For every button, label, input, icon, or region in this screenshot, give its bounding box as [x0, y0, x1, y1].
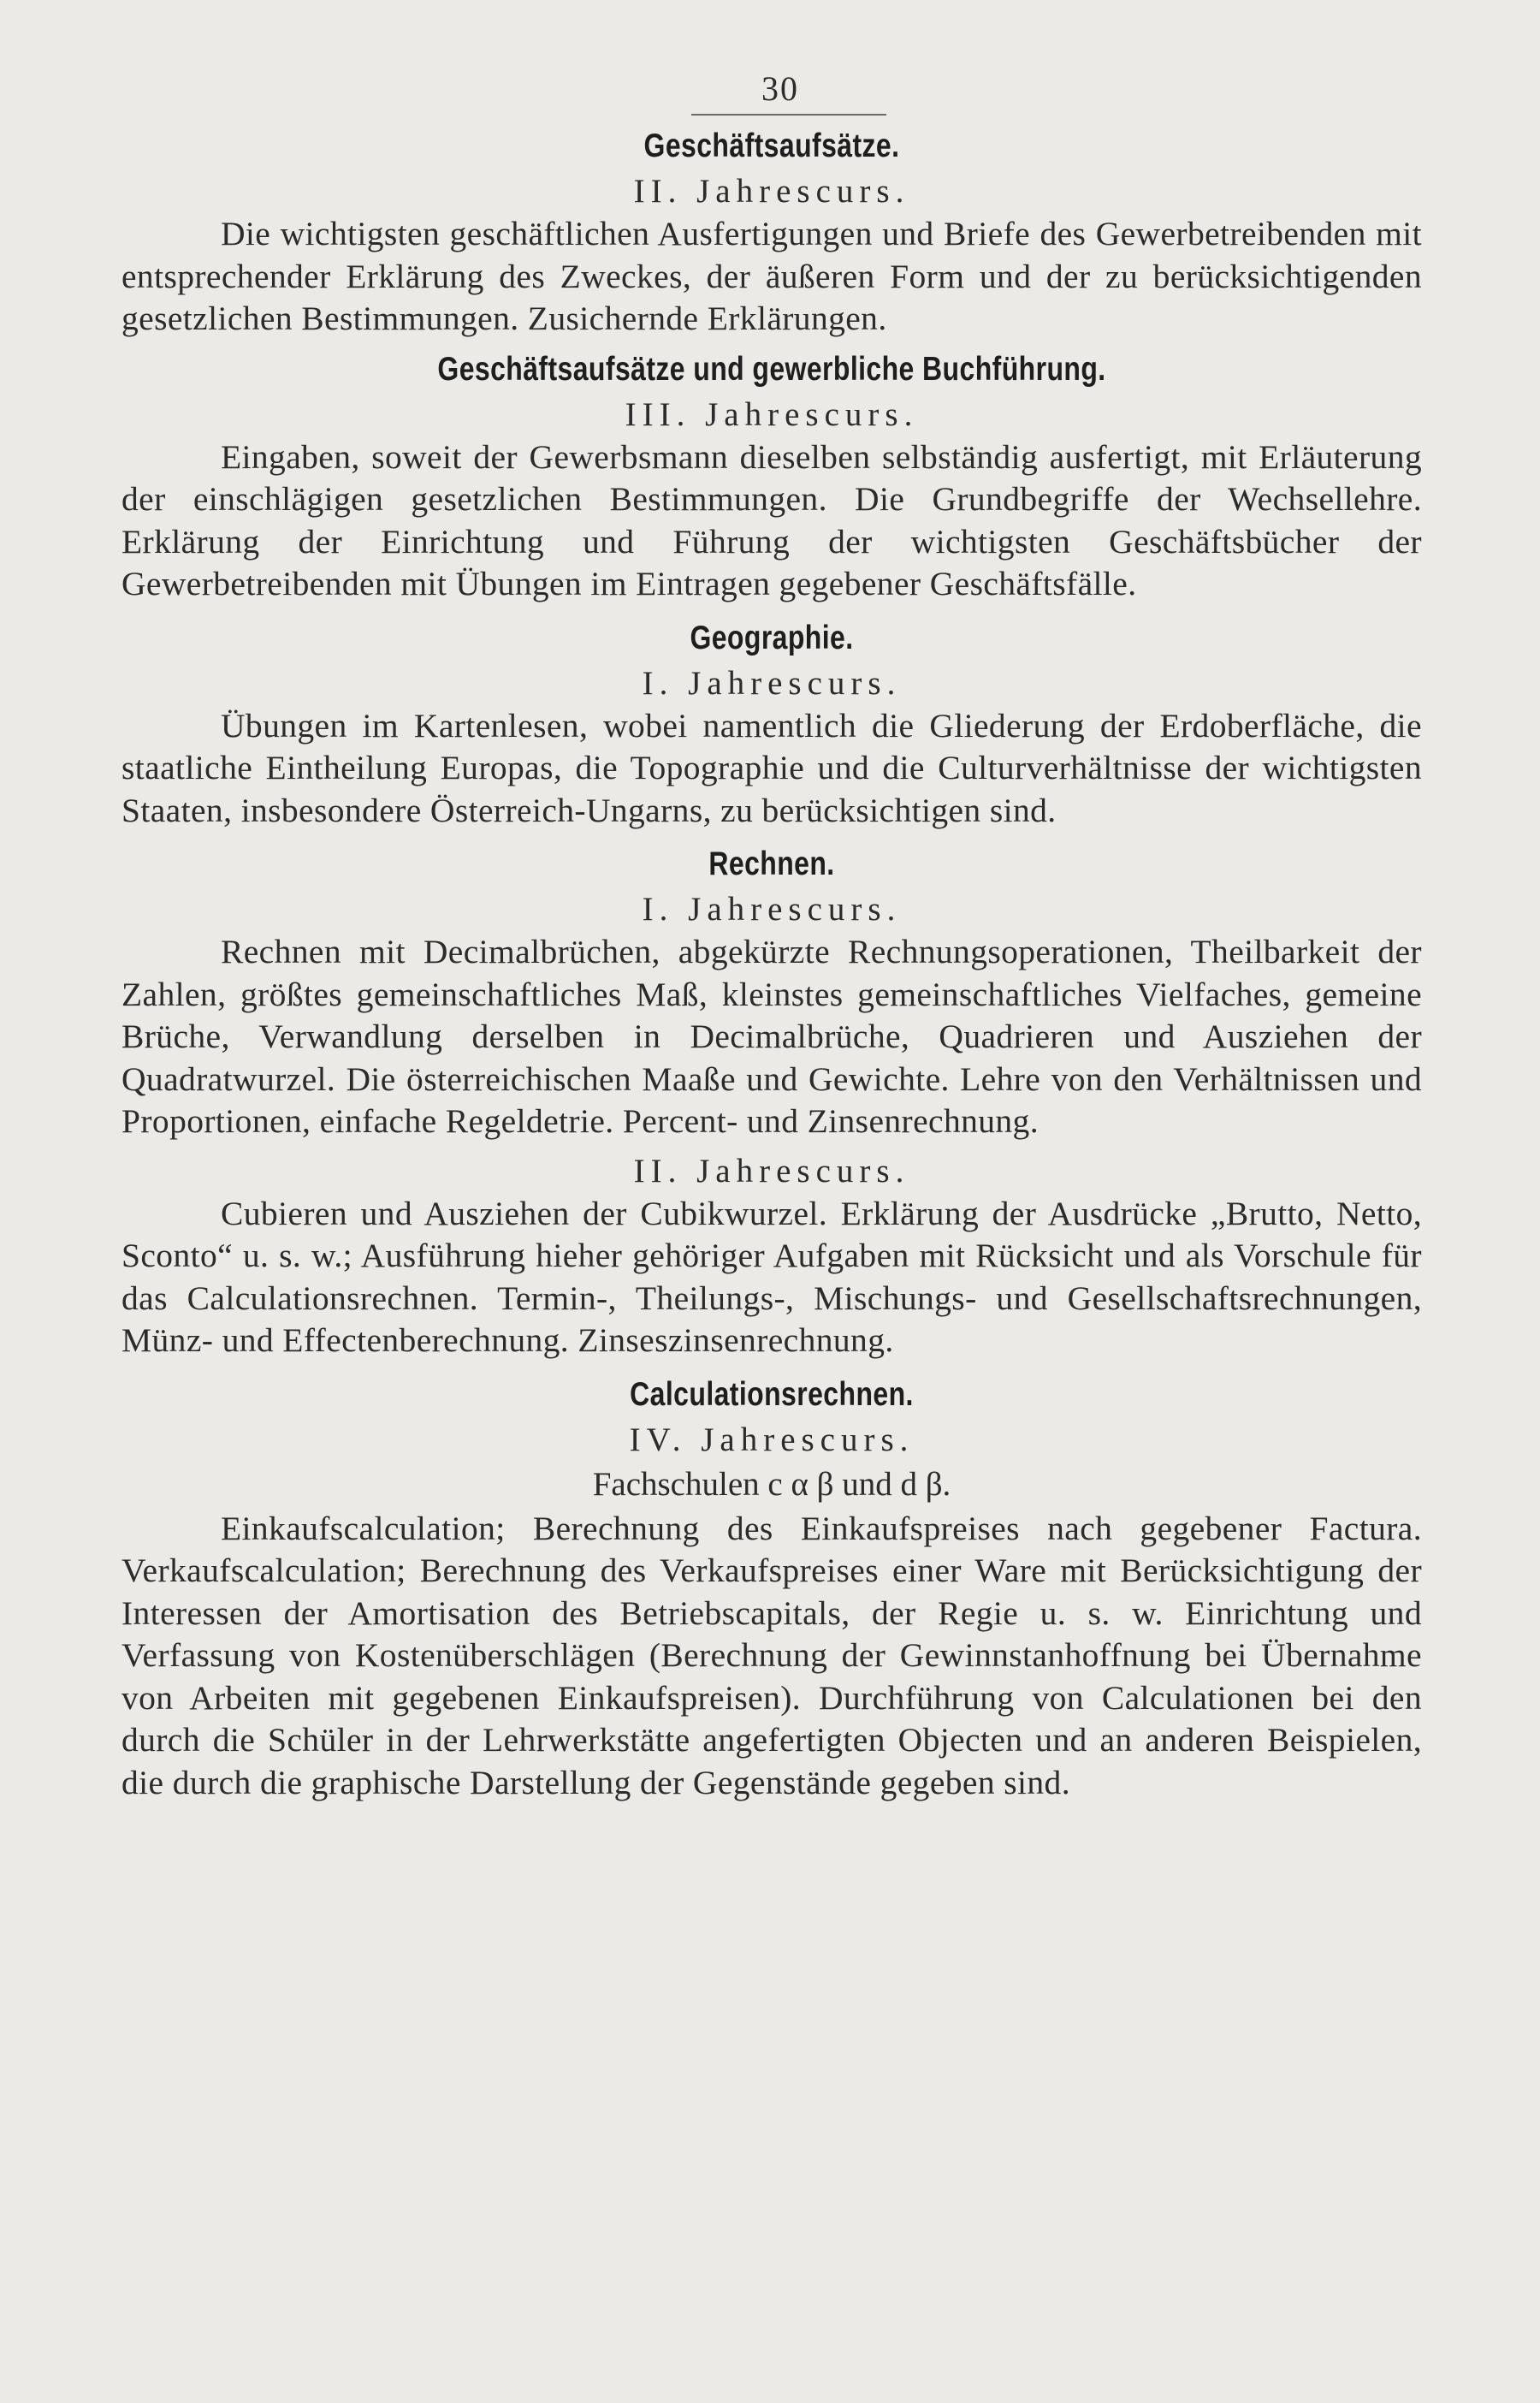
section-geschaeftsaufsaetze — [121, 122, 1422, 341]
year-label: II. Jahrescurs. — [633, 173, 910, 210]
header-rule — [691, 114, 886, 116]
section-buchfuehrung — [121, 346, 1422, 606]
page-number: 30 — [761, 69, 799, 108]
section-title: Geschäftsaufsätze. — [643, 128, 900, 164]
section-paragraph: Einkaufscalculation; Berechnung des Einkaufspreises nach gegebener Factura. Verkaufscalculation; Berechnung des Verkaufspreises einer Ware mit Berücksichtigung der Interessen der Amortisation des Betriebscapitals, der Regie u. s. w. Einrichtung und Verfassung von Kostenüberschlägen (Berechnung der Gewinnstanhoffnung bei Übernahme von Arbeiten mit gegebenen Einkaufspreisen). Durchführung von Calculationen bei den durch die Schüler in der Lehrwerkstätte angefertigten Objecten und an anderen Beispielen, die durch die graphische Darstellung der Gegenstände gegeben sind. — [121, 1509, 1422, 1801]
section-paragraph: Rechnen mit Decimalbrüchen, abgekürzte Rechnungsoperationen, Theilbarkeit der Zahlen, größtes gemeinschaftliches Maß, kleinstes gemeinschaftliches Vielfaches, gemeine Brüche, Verwandlung derselben in Decimalbrüche, Quadrieren und Ausziehen der Quadratwurzel. Die österreichischen Maaße und Gewichte. Lehre von den Verhältnissen und Proportionen, einfache Regeldetrie. Percent- und Zinsenrechnung. — [121, 933, 1422, 1140]
section-title: Calculationsrechnen. — [630, 1375, 914, 1413]
section-paragraph: Eingaben, soweit der Gewerbsmann dieselben selbständig ausfertigt, mit Erläuterung der einschlägigen gesetzlichen Bestimmungen. Die Grundbegriffe der Wechsellehre. Erklärung der Einrichtung und Führung der wichtigsten Geschäftsbücher der Gewerbetreibenden mit Übungen im Eintragen gegebener Geschäftsfälle. — [121, 437, 1422, 602]
section-title: Geographie. — [690, 619, 854, 656]
section-subtitle: Fachschulen c α β und d β. — [592, 1465, 951, 1503]
year-label: I. Jahrescurs. — [642, 891, 902, 928]
section-rechnen — [121, 840, 1422, 1362]
section-paragraph: Übungen im Kartenlesen, wobei namentlich die Gliederung der Erdoberfläche, die staatliche Eintheilung Europas, die Topographie und die Culturverhältnisse der wichtigsten Staaten, insbesondere Österreich-Ungarns, zu berücksichtigen sind. — [121, 706, 1422, 829]
year-label: IV. Jahrescurs. — [629, 1421, 915, 1458]
year-label: I. Jahrescurs. — [642, 664, 902, 702]
section-paragraph-2: Cubieren und Ausziehen der Cubikwurzel. Erklärung der Ausdrücke „Brutto, Netto, Sconto“ u. s. w.; Ausführung hieher gehöriger Aufgaben mit Rücksicht und als Vorschule für das Calculationsrechnen. Termin-, Theilungs-, Mischungs- und Gesellschaftsrechnungen, Münz- und Effectenberechnung. Zinseszinsenrechnung. — [121, 1194, 1422, 1359]
section-title: Geschäftsaufsätze und gewerbliche Buchführung. — [437, 350, 1106, 388]
section-calculationsrechnen — [121, 1371, 1422, 1805]
section-geographie — [121, 614, 1422, 833]
year-label: III. Jahrescurs. — [625, 395, 919, 433]
section-paragraph: Die wichtigsten geschäftlichen Ausfertigungen und Briefe des Gewerbetreibenden mit entsprechender Erklärung des Zweckes, der äußeren Form und der zu berücksichtigenden gesetzlichen Bestimmungen. Zusichernde Erklärungen. — [121, 215, 1422, 337]
year-label-2: II. Jahrescurs. — [633, 1152, 910, 1190]
section-title: Rechnen. — [708, 846, 835, 882]
